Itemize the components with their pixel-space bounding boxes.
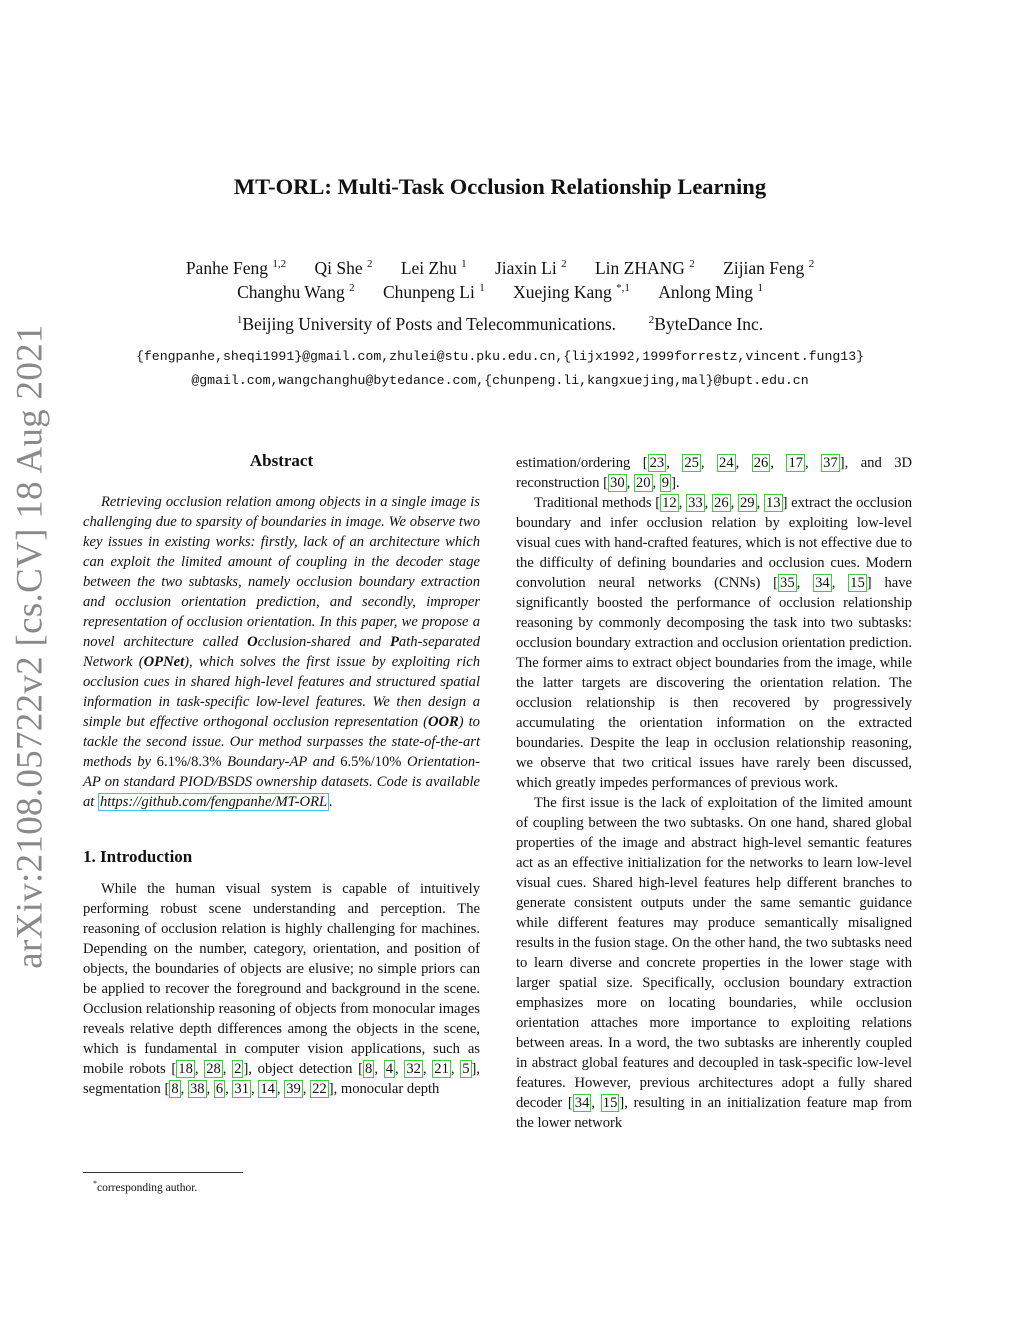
citation-link[interactable]: 28: [206, 1061, 221, 1077]
citation-link[interactable]: 18: [178, 1061, 193, 1077]
citation-link[interactable]: 17: [788, 455, 804, 471]
citation-link[interactable]: 24: [719, 455, 734, 471]
email-line-1: {fengpanhe,sheqi1991}@gmail.com,zhulei@stu.pku.edu.cn,{lijx1992,1999forrestz,vincent.fung13}: [135, 349, 865, 364]
author: Changhu Wang $^2$: [237, 282, 355, 302]
citation-link[interactable]: 5: [462, 1061, 470, 1077]
citation-link[interactable]: 12: [662, 495, 677, 511]
citation-link[interactable]: 26: [714, 495, 729, 511]
citation-link[interactable]: 26: [753, 455, 769, 471]
right-paragraph-2: Traditional methods [ 12 , 33 , 26 , 29 , 13 ] extract the occlusion boundary and infer occlusion relation by exploiting low-level visual cues with hand-crafted features, which is not effective due to the difficulty of defining boundaries and occlusion cues. Modern convolution neural networks (CNNs) [ 35 , 34 , 15 ] have significantly boosted the performance of occlusion relationship reasoning by commonly decomposing the task into two subtasks: occlusion boundary extraction and occlusion orientation prediction. The former aims to extract object boundaries from the image, while the latter targets are discovering the orientation relation. The occlusion relationship is then recovered by progressively accumulating the orientation information on the extracted boundaries. Despite the leap in occlusion relationship reasoning, we observe that two critical issues have rarely been discussed, which greatly impedes performances of previous work.: [516, 495, 913, 791]
citation-link[interactable]: 8: [171, 1081, 179, 1097]
abstract-text: Retrieving occlusion relation among objects in a single image is challenging due to sparsity of boundaries in image. We observe two key issues in existing works: firstly, lack of an architecture which can exploit the limited amount of coupling in the decoder stage between the two subtasks, namely occlusion boundary extraction and occlusion orientation prediction, and secondly, improper representation of occlusion orientation. In this paper, we propose a novel architecture called Occlusion-shared and Path-separated Network (OPNet), which solves the first issue by exploiting rich occlusion cues in shared high-level features and structured spatial information in task-specific low-level features. We then design a simple but effective orthogonal occlusion representation (OOR) to tackle the second issue. Our method surpasses the state-of-the-art methods by 6.1%/8.3% Boundary-AP and 6.5%/10% Orientation-AP on standard PIOD/BSDS ownership datasets. Code is available at https://github.com/fengpanhe/MT-ORL .: [83, 494, 480, 810]
abstract-heading: Abstract: [249, 451, 314, 470]
citation-link[interactable]: 33: [688, 495, 703, 511]
citation-link[interactable]: 22: [312, 1081, 327, 1097]
email-line-2: @gmail.com,wangchanghu@bytedance.com,{chunpeng.li,kangxuejing,mal}@bupt.edu.cn: [191, 373, 809, 388]
arxiv-sidebar-id: arXiv:2108.05722v2 [cs.CV] 18 Aug 2021: [9, 324, 51, 969]
citation-link[interactable]: 32: [406, 1061, 421, 1077]
citation-link[interactable]: 9: [661, 475, 670, 491]
author: Qi She $^2$: [314, 258, 373, 278]
author: Anlong Ming $^1$: [658, 282, 763, 302]
citation-link[interactable]: 15: [850, 575, 865, 591]
authors-row-2: [0, 282, 1000, 303]
author: Lin ZHANG $^2$: [594, 258, 695, 278]
citation-link[interactable]: 34: [574, 1095, 590, 1111]
left-column: [83, 451, 480, 1099]
affiliations: [0, 314, 1000, 335]
right-paragraph-1: estimation/ordering [ 23 , 25 , 24 , 26 , 17 , 37 ], and 3D reconstruction [ 30 , 20 , 9 ].: [516, 455, 913, 491]
introduction-heading: 1. Introduction: [83, 847, 193, 866]
citation-link[interactable]: 38: [189, 1081, 205, 1097]
author: Xuejing Kang $^{*,1}$: [513, 282, 630, 302]
footnote: *corresponding author.: [93, 1179, 198, 1194]
citation-link[interactable]: 23: [649, 455, 665, 471]
citation-link[interactable]: 13: [765, 495, 781, 511]
citation-link[interactable]: 6: [215, 1081, 224, 1097]
citation-link[interactable]: 35: [780, 575, 795, 591]
author: Chunpeng Li $^1$: [382, 282, 485, 302]
author: Jiaxin Li $^2$: [494, 258, 567, 278]
author: Zijian Feng $^2$: [723, 258, 815, 278]
intro-paragraph-1: While the human visual system is capable of intuitively performing robust scene understanding and perception. The reasoning of occlusion relation is highly challenging for machines. Depending on the number, category, orientation, and position of objects, the boundaries of objects are elusive; no simple priors can be applied to recover the foreground and background in the scene. Occlusion relationship reasoning of objects from monocular images reveals relative depth differences among the objects in the scene, which is fundamental in computer vision applications, such as mobile robots [ 18 , 28 , 2 ], object detection [ 8 , 4 , 32 , 21 , 5 ], segmentation [ 8 , 38 , 6 , 31 , 14 , 39 , 22 ], monocular depth: [83, 881, 481, 1097]
citation-link[interactable]: 4: [385, 1061, 393, 1077]
footnote-rule: [83, 1172, 243, 1173]
citation-link[interactable]: 15: [602, 1095, 618, 1111]
affiliation: $^2$ByteDance Inc.: [648, 314, 764, 334]
paper-title: MT-ORL: Multi-Task Occlusion Relationship Learning: [233, 174, 767, 199]
citation-link[interactable]: 37: [823, 455, 838, 471]
code-url-link[interactable]: https://github.com/fengpanhe/MT-ORL: [100, 794, 328, 810]
citation-link[interactable]: 14: [260, 1081, 275, 1097]
right-paragraph-3: The first issue is the lack of exploitation of the limited amount of coupling between the two subtasks. On one hand, shared global properties of the image and abstract high-level semantic features act as an effective initialization for the networks to learn low-level visual cues. Shared high-level features help different branches to generate consistent outputs under the same semantic guidance while different features may produce semantically misaligned results in the fusion stage. On the other hand, the two subtasks need to learn diverse and concrete properties in the lower stage with larger spatial size. Specifically, occlusion boundary extraction emphasizes more on locating boundaries, while occlusion orientation attaches more importance to exploiting relations between areas. In a word, the two subtasks are inherently coupled in abstract global features and decoupled in task-specific low-level features. However, previous architectures adopt a fully shared decoder [ 34 , 15 ], resulting in an initialization feature map from the lower network: [516, 795, 912, 1131]
citation-link[interactable]: 30: [610, 475, 625, 491]
citation-link[interactable]: 34: [815, 575, 830, 591]
citation-link[interactable]: 21: [434, 1061, 449, 1077]
citation-link[interactable]: 25: [684, 455, 699, 471]
right-column: [516, 453, 912, 1133]
authors-row-1: [0, 258, 1000, 279]
citation-link[interactable]: 8: [365, 1061, 373, 1077]
author: Panhe Feng $^{1,2}$: [185, 258, 287, 278]
author: Lei Zhu $^1$: [400, 258, 467, 278]
affiliation: $^1$Beijing University of Posts and Telecommunications.: [236, 314, 617, 334]
citation-link[interactable]: 2: [234, 1061, 242, 1077]
citation-link[interactable]: 29: [740, 495, 755, 511]
citation-link[interactable]: 39: [286, 1081, 301, 1097]
citation-link[interactable]: 20: [635, 475, 651, 491]
citation-link[interactable]: 31: [234, 1081, 250, 1097]
